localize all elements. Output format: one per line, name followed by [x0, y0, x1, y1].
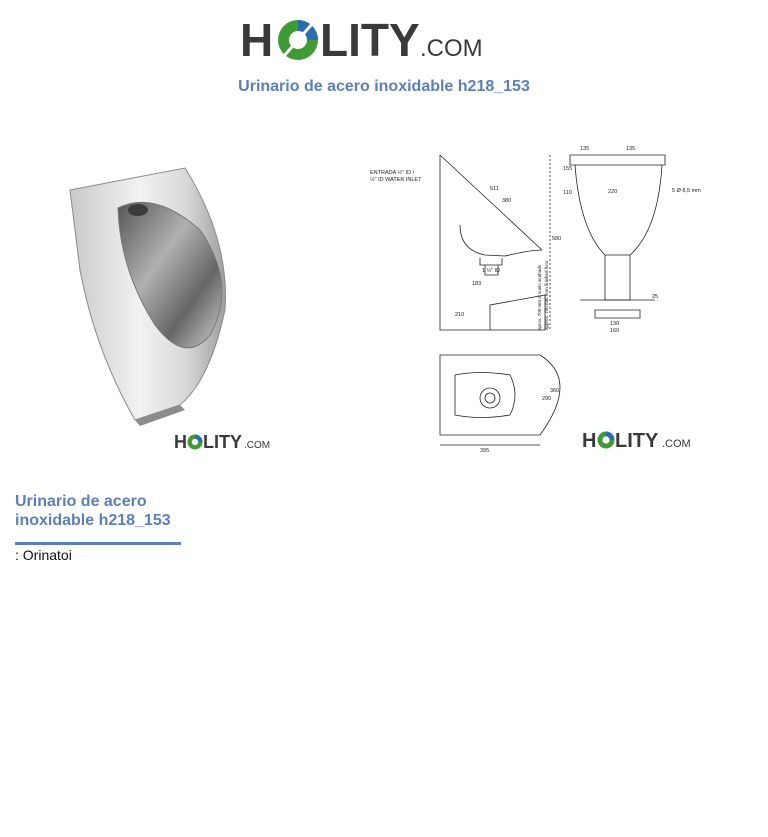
- svg-text:.COM: .COM: [662, 438, 691, 450]
- product-photo[interactable]: [60, 150, 255, 440]
- svg-text:.COM: .COM: [244, 440, 271, 451]
- watermark-o-icon: [188, 435, 203, 450]
- floor-note-en: approx. 700 mm from finished floor: [544, 260, 549, 330]
- holes-label: 5 Ø 8,5 mm: [672, 188, 701, 194]
- dim-380: 380: [502, 198, 512, 204]
- holity-watermark: [582, 428, 696, 452]
- watermark-o-icon: [598, 432, 615, 449]
- logo-o-icon: [278, 20, 318, 60]
- dim-135a: 135: [580, 146, 590, 152]
- dim-130: 130: [610, 321, 620, 327]
- dim-210: 210: [455, 312, 465, 318]
- dim-155: 155: [563, 166, 573, 172]
- product-category: [15, 547, 72, 563]
- dim-580: 580: [552, 236, 562, 242]
- technical-drawing[interactable]: [370, 130, 720, 455]
- dim-220: 220: [608, 189, 618, 195]
- holity-watermark: [174, 430, 270, 454]
- dim-1-1-2: 1 ½" ID: [482, 268, 501, 274]
- product-title: Urinario de acero inoxidable h218_153: [15, 493, 171, 529]
- category-link[interactable]: Orinatoi: [22, 547, 72, 563]
- svg-text:LITY: LITY: [615, 430, 659, 452]
- page-title: Urinario de acero inoxidable h218_153: [238, 78, 530, 95]
- floor-note-es: aprox. 700 mm al suelo acabado: [537, 264, 542, 330]
- dim-160: 160: [610, 328, 620, 334]
- svg-text:LITY: LITY: [203, 432, 242, 452]
- dim-183: 183: [472, 281, 482, 287]
- dim-110: 110: [563, 190, 572, 196]
- dim-290: 290: [542, 396, 552, 402]
- dim-135b: 135: [626, 146, 636, 152]
- inlet-label-es: ENTRADA ½" ID /: [370, 170, 415, 176]
- category-prefix: :: [15, 547, 23, 563]
- svg-text:H: H: [582, 430, 597, 452]
- holity-logo[interactable]: [240, 12, 482, 66]
- inlet-label-en: ½" ID WATER INLET: [370, 177, 422, 183]
- dim-25: 25: [652, 294, 659, 300]
- logo-text-lity: LITY: [320, 14, 420, 66]
- title-divider: [15, 542, 181, 545]
- dim-395: 395: [480, 448, 490, 454]
- dim-511: 511: [490, 186, 499, 192]
- logo-text-com: .COM: [420, 35, 483, 62]
- logo-text-h: H: [240, 14, 274, 66]
- dim-360: 360: [550, 388, 560, 394]
- svg-text:H: H: [174, 432, 187, 452]
